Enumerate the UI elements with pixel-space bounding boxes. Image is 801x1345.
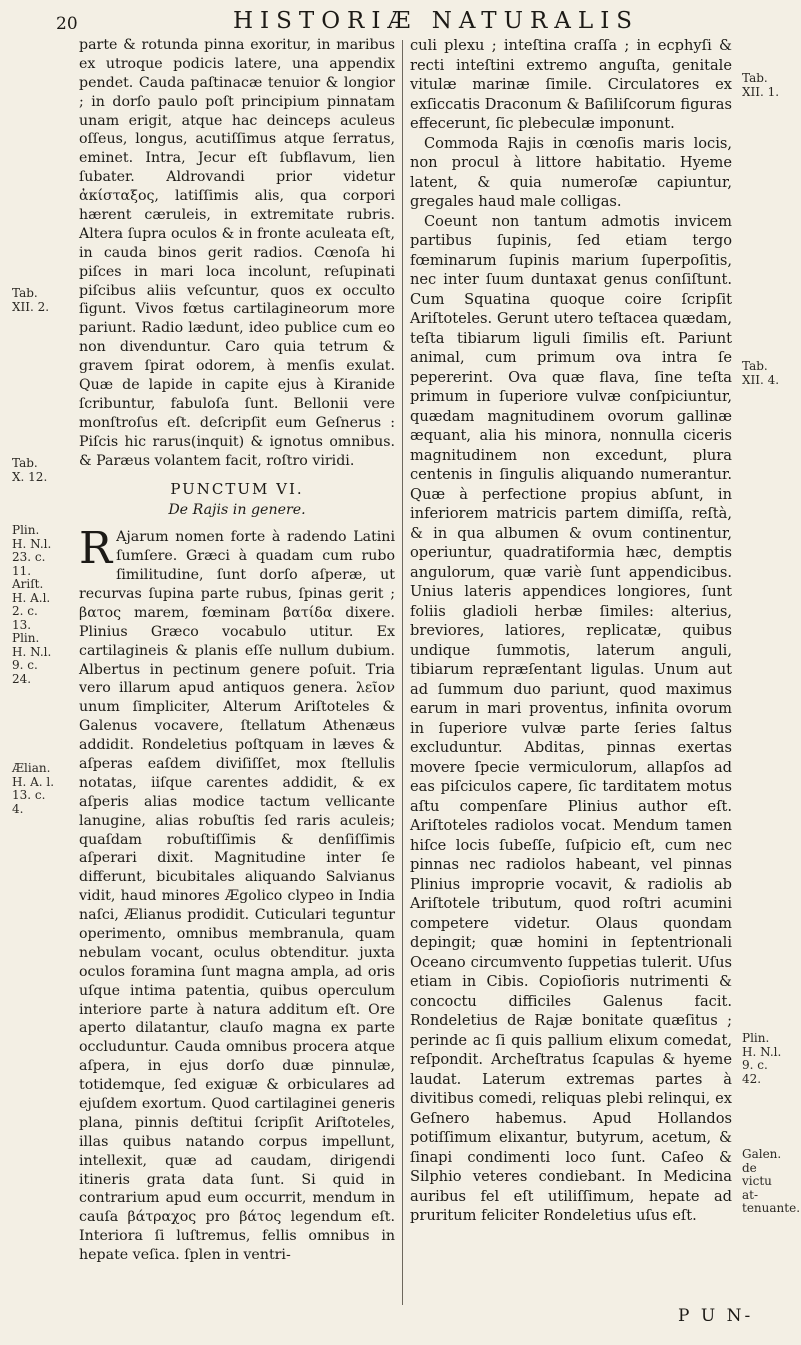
margin-note-tab-xii-1: Tab. XII. 1. [742,71,780,99]
page-header [56,8,786,36]
paragraph-rajarum-text: Ajarum nomen forte à radendo Latini ſumſere. Græci à quadam cum rubo ſimilitudine, ſunt dorſo aſperæ, ut recurvas ſupina parte rubus, ſpinas gerit ; βατος marem, fœminam βατίδα dixere. Plinius Græco vocabulo utitur. Ex cartilagineis & planis eſſe nullum dubium. Albertus in pectinum genere poſuit. Tria vero illarum apud antiquos genera. λεῖον unum ſimpliciter, Alterum Ariſtoteles & Galenus vocavere, ſtellatum Athenæus addidit. Rondeletius poſtquam in læves & aſperas eaſdem diviſiſſet, mox ſtellulis notatas, iiſque carentes addidit, & ex aſperis alias modice tactum vellicante lanugine, alias robuſtis ſed raris aculeis; quaſdam robuſtiſſimis & denſiſſimis aſperari dixit. Magnitudine inter ſe differunt, bicubitales aliquando Salvianus vidit, haud minores Ægolico clypeo in India naſci, Ælianus prodidit. Cuticulari teguntur operimento, omnibus membranula, quam nebulam vocant, oculus obtenditur. juxta oculos foramina ſunt magna ampla, ad oris uſque intima patentia, quibus operculum interiore parte à natura additum eſt. Ore aperto dilatantur, clauſo magna ex parte occluduntur. Cauda omnibus procera atque aſpera, in ejus dorſo duæ pinnulæ, totidemque, ſed exiguæ & orbiculares ad ejuſdem exortum. Quod cartilaginei generis plana, pinnis deſtitui ſcripſit Ariſtoteles, illas quibus natando corpus impellunt, intellexit, quæ ad caudam, dirigendi itineris grata data ſunt. Si quid in contrarium apud eum occurrit, mendum in cauſa βάτραχος pro βάτος legendum eſt. Interiora ſi luſtremus, fellis omnibus in hepate veſica. ſplen in ventri- [79,529,395,1264]
margin-note-plinius-23: Plin. H. N.l. 23. c. 11. [12,523,52,578]
margin-note-tab-xii-4: Tab. XII. 4. [742,359,780,387]
paragraph-habitatio: Commoda Rajis in cœnoſis maris locis, non procul à littore habitatio. Hyeme latent, & quia numeroſæ capiuntur, gregales haud male colligas. [410,134,732,210]
paragraph-paſtinaca: parte & rotunda pinna exoritur, in maribus ex utroque podicis latere, una appendix pendet. Cauda paſtinacæ tenuior & longior ; in dorſo paulo poſt principium pinnatam unam erigit, atque hac deinceps aculeus oſſeus, longus, acutiſſimus atque ſerratus, eminet. Intra, Jecur eſt ſubflavum, lien ſubater. Aldrovandi prior videtur ἀκίσταξος, latiſſimis alis, qua corpori hærent cæruleis, in extremitate rubris. Altera ſupra oculos & in fronte aculeata eſt, in cauda binos gerit radios. Cœnoſa hi piſces in mari loca incolunt, reſupinati piſcibus aliis veſcuntur, quos ex occulto ſigunt. Vivos fœtus cartilagineorum more pariunt. Radio lædunt, ideo publice cum eo non divenduntur. Caro quia tetrum & gravem ſpirat odorem, à menſis exulat. Quæ de lapide in capite ejus à Kiranide ſcribuntur, fabuloſa ſunt. Bellonii vere monſtroſus eſt. deſcripſit eum Geſnerus : Piſcis hic rarus(inquit) & ignotus omnibus. & Paræus volantem facit, roſtro viridi. [79,37,395,469]
page-number: 20 [56,14,78,34]
margin-note-tab-x-12: Tab. X. 12. [12,456,48,484]
left-column [79,36,395,1265]
margin-note-galenus: Galen. de victu at-tenuante. [742,1147,801,1215]
paragraph-coeunt: Coeunt non tantum admotis invicem partibus ſupinis, ſed etiam tergo fœminarum ſupinis marium ſuperpoſitis, nec inter ſuum duntaxat genus conſiſtunt. Cum Squatina quoque coire ſcripſit Ariſtoteles. Gerunt utero teſtacea quædam, teſta tibiarum liguli ſimilis eſt. Pariunt animal, cum primum ova intra ſe pepererint. Ova quæ flava, ſine teſta primum in ſuperiore vulvæ conſpiciuntur, quædam magnitudinem ovorum gallinæ æquant, alia his minora, nonnulla ciceris magnitudinem non excedunt, plura centenis in ſingulis aliquando numerantur. Quæ à perfectione propius abſunt, in inferiorem matricis partem dimiſſa, reſtà, & in qua albumen & ovum continentur, operiuntur, quadratiformia hæc, demptis angulorum, quæ variè ſunt appendicibus. Unius lateris appendices longiores, ſunt foliis gladioli herbæ ſimiles: alterius, breviores, latiores, replicatæ, quibus undique ſummotis, laterum anguli, tibiarum repræſentant ligulas. Unum aut ad ſummum duo pariunt, quod maximus earum in mari proventus, infinita ovorum in ſuperiore vulvæ parte ſeries ſaltus excluduntur. Abditas, pinnas exertas movere ſpecie vermiculorum, allapſos ad eas piſciculos capere, ſic tarditatem motus aſtu compenſare Plinius author eſt. Ariſtoteles radiolos vocat. Mendum tamen hiſce locis ſubeſſe, ſuſpicio eſt, cum nec pinnas nec radiolos habeant, vel pinnas Plinius improprie vocavit, & radiolis ab Ariſtotele tributum, quod roſtri acumini competere videtur. Olaus quondam depingit; quæ homini in ſeptentrionali Oceano circumvento ſuppetias tulerit. Uſus etiam in Cibis. Copioſioris nutrimenti & concoctu difficiles Galenus facit. Rondeletius de Rajæ bonitate quæſitus ; perinde ac ſi quis pallium elixum comedat, reſpondit. Archeſtratus ſcapulas & hyeme laudat. Laterum extremas partes à divitibus comedi, reliquas plebi relinqui, ex Geſnero habemus. Apud Hollandos potiſſimum elixantur, butyrum, acetum, & ſinapi condimenti loco ſunt. Caſeo & Silphio veteres condiebant. In Medicina auribus fel eſt utiliſſimum, hepate ad pruritum feliciter Rondeletius uſus eſt. [410,212,732,1224]
right-column [410,36,732,1226]
running-title: HISTORIÆ NATURALIS [232,8,640,34]
paragraph-rajarum-nomen [79,523,395,1265]
catchword: P U N- [678,1306,754,1326]
margin-note-aristoteles: Ariſt. H. A.l. 2. c. 13. [12,577,51,632]
paragraph-culi-plexu: culi plexu ; inteſtina craſſa ; in ecphyſi & recti inteſtini extremo anguſta, genitale vitulæ marinæ ſimile. Circulatores ex exſiccatis Draconum & Baſiliſcorum figuras effecerunt, ſic plebeculæ imponunt. [410,37,732,132]
section-subtitle: De Rajis in genere. [168,502,306,519]
margin-note-plinius-24: Plin. H. N.l. 9. c. 24. [12,631,52,686]
section-title: PUNCTUM VI. [170,480,304,499]
margin-note-tab-xii-2: Tab. XII. 2. [12,286,50,314]
column-divider [402,40,403,1305]
margin-note-plinius-42: Plin. H. N.l. 9. c. 42. [742,1031,782,1086]
margin-note-aelianus: Ælian. H. A. l. 13. c. 4. [12,761,55,816]
drop-cap: R [79,523,113,575]
